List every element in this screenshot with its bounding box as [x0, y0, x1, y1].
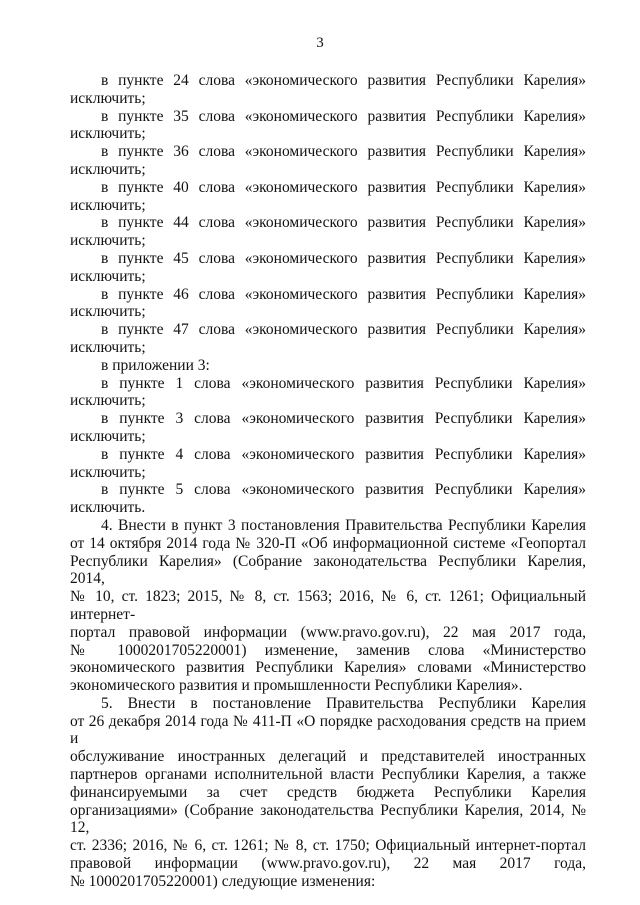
appendix-3-heading: в приложении 3: — [101, 356, 210, 374]
clause-5-line: обслуживание иностранных делегаций и представителей иностранных — [70, 748, 586, 766]
clause-4-line: экономического развития и промышленности Республики Карелия». — [70, 677, 523, 695]
clause-5-line: организациями» (Собрание законодательства Республики Карелия, 2014, № 12, — [70, 801, 586, 837]
clause-5-line: ст. 2336; 2016, № 6, ст. 1261; № 8, ст. 1750; Официальный интернет-портал — [70, 837, 586, 855]
clause-4-paragraph — [70, 517, 586, 695]
item-text: в пункте 5 слова «экономического развития Республики Карелия» — [101, 481, 586, 499]
clause-5-line: правовой информации (www.pravo.gov.ru), 22 мая 2017 года, — [70, 855, 586, 873]
item-continuation: исключить; — [70, 89, 146, 107]
clause-4-line: портал правовой информации (www.pravo.gov.ru), 22 мая 2017 года, — [70, 623, 586, 641]
item-continuation: исключить; — [70, 196, 146, 214]
list-item — [70, 410, 586, 446]
item-continuation: исключить. — [70, 499, 146, 517]
clause-5-paragraph — [70, 695, 586, 891]
list-item — [70, 481, 586, 517]
item-text: в пункте 47 слова «экономического развития Республики Карелия» — [101, 321, 586, 339]
item-continuation: исключить; — [70, 125, 146, 143]
clause-5-line: 5. Внести в постановление Правительства Республики Карелия — [101, 694, 586, 712]
item-text: в пункте 44 слова «экономического развития Республики Карелия» — [101, 214, 586, 232]
item-continuation: исключить; — [70, 427, 146, 445]
list-item — [70, 179, 586, 215]
item-continuation: исключить; — [70, 392, 146, 410]
list-item — [70, 108, 586, 144]
item-continuation: исключить; — [70, 338, 146, 356]
list-item — [70, 143, 586, 179]
clause-5-line: партнеров органами исполнительной власти Республики Карелия, а также — [70, 766, 586, 784]
clause-4-line: № 1000201705220001) изменение, заменив слова «Министерство — [70, 641, 586, 659]
item-continuation: исключить; — [70, 160, 146, 178]
item-text: в пункте 35 слова «экономического развития Республики Карелия» — [101, 107, 586, 125]
list-item — [70, 375, 586, 411]
list-item — [70, 446, 586, 482]
item-text: в пункте 45 слова «экономического развития Республики Карелия» — [101, 249, 586, 267]
clause-5-line: финансируемыми за счет средств бюджета Республики Карелия — [70, 783, 586, 801]
item-text: в пункте 4 слова «экономического развития Республики Карелия» — [101, 445, 586, 463]
clause-5-line: от 26 декабря 2014 года № 411-П «О порядке расходования средств на прием и — [70, 712, 586, 748]
item-text: в пункте 3 слова «экономического развития Республики Карелия» — [101, 410, 586, 428]
page-number: 3 — [316, 35, 324, 51]
list-item — [70, 321, 586, 357]
clause-4-line: Республики Карелия» (Собрание законодательства Республики Карелия, 2014, — [70, 552, 586, 588]
item-text: в пункте 46 слова «экономического развития Республики Карелия» — [101, 285, 586, 303]
item-text: в пункте 24 слова «экономического развития Республики Карелия» — [101, 72, 586, 89]
clause-5-line: № 1000201705220001) следующие изменения: — [70, 872, 376, 890]
clause-4-line: экономического развития Республики Карелия» словами «Министерство — [70, 659, 586, 677]
list-item — [70, 214, 586, 250]
clause-4-line: от 14 октября 2014 года № 320-П «Об информационной системе «Геопортал — [70, 534, 586, 552]
item-continuation: исключить; — [70, 232, 146, 250]
item-text: в пункте 36 слова «экономического развития Республики Карелия» — [101, 143, 586, 161]
list-item — [70, 72, 586, 108]
item-continuation: исключить; — [70, 303, 146, 321]
list-item — [70, 286, 586, 322]
list-item — [70, 250, 586, 286]
item-continuation: исключить; — [70, 267, 146, 285]
item-text: в пункте 1 слова «экономического развития Республики Карелия» — [101, 374, 586, 392]
clause-4-line: № 10, ст. 1823; 2015, № 8, ст. 1563; 2016, № 6, ст. 1261; Официальный интернет- — [70, 588, 586, 623]
item-text: в пункте 40 слова «экономического развития Республики Карелия» — [101, 178, 586, 196]
document-body — [70, 72, 586, 891]
item-continuation: исключить; — [70, 463, 146, 481]
clause-4-line: 4. Внести в пункт 3 постановления Правительства Республики Карелия — [101, 516, 586, 534]
